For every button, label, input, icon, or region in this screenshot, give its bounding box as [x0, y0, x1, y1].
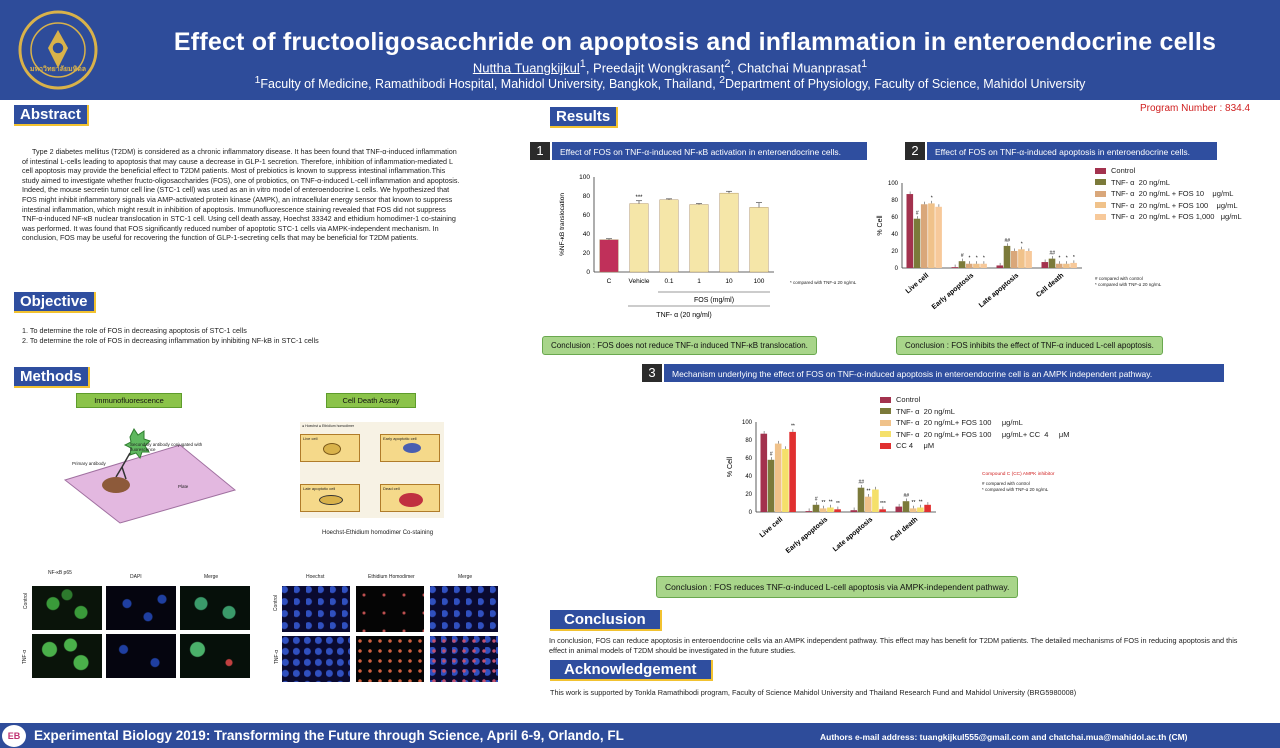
bar: [813, 505, 820, 512]
y-tick-label: 60: [582, 212, 590, 219]
micrograph: [32, 634, 102, 678]
significance-label: #: [960, 253, 964, 260]
bar: [952, 267, 959, 268]
micrograph: [32, 586, 102, 630]
bar: [820, 508, 827, 512]
bar: [775, 444, 782, 512]
legend-label: TNF- α 20 ng/mL + FOS 10 μg/mL: [1111, 189, 1234, 199]
significance-label: *: [982, 255, 985, 262]
legend-item: [1095, 177, 1275, 189]
y-tick-label: 40: [582, 231, 590, 238]
panel-1-number: 1: [530, 142, 550, 160]
aff-1-sup: 1: [254, 75, 261, 86]
significance-label: *: [1065, 255, 1068, 262]
bar: [896, 507, 903, 512]
significance-label: **: [911, 500, 916, 507]
legend-item: [880, 417, 1090, 429]
bar: [980, 264, 987, 268]
micro-row-label: TNF-α: [22, 649, 29, 665]
significance-label: ***: [879, 501, 886, 508]
micrograph: [430, 586, 498, 632]
bar: [834, 509, 841, 512]
conclusion-heading: Conclusion: [550, 610, 662, 631]
panel-1-note: * compared with TNF-α 20 ng/mL: [790, 280, 857, 285]
author-emails: Authors e-mail address: tuangkijkul555@gmail.com and chatchai.mua@mahidol.ac.th (CM): [820, 732, 1188, 742]
micro-col-label: Ethidium Homodimer: [368, 574, 415, 580]
significance-label: #: [814, 496, 818, 503]
objective-item: 2. To determine the role of FOS in decreasing inflammation by inhibiting NF-kB in STC-1 cells: [22, 335, 319, 345]
legend-swatch: [1095, 168, 1106, 174]
bar: [1011, 251, 1018, 268]
bar: [914, 219, 921, 268]
micrograph: [180, 634, 250, 678]
legend-label: TNF- α 20 ng/mL: [1111, 177, 1170, 187]
chart-nfkb-translocation: [552, 165, 792, 330]
cell-death-assay-label: Cell Death Assay: [326, 393, 416, 408]
bar: [630, 204, 649, 272]
author-3: , Chatchai Muanprasat: [730, 60, 862, 76]
bar: [1063, 264, 1070, 268]
bar: [997, 265, 1004, 268]
conclusion-text: In conclusion, FOS can reduce apoptosis in enteroendocrine cells via an AMPK independent pathway. This effect may has benefit for T2DM patients. The detailed mechanisms of FOS in reducing apoptosis and this effect in animal models of T2DM should be investigated in the future studies.: [549, 636, 1238, 655]
aff-2-sup: 2: [719, 75, 726, 86]
legend-item: [1095, 211, 1275, 223]
bar: [1056, 264, 1063, 268]
y-tick-label: 60: [745, 456, 752, 462]
x-tick-label: Vehicle: [628, 278, 650, 285]
legend-swatch: [1095, 214, 1106, 220]
x-tick-label: C: [606, 278, 612, 285]
panel-3-note-cc: Compound C (CC) AMPK inhibitor: [982, 472, 1055, 477]
micrograph: [106, 634, 176, 678]
micro-row-label: Control: [273, 594, 280, 612]
y-tick-label: 20: [891, 249, 898, 255]
y-tick-label: 100: [741, 420, 752, 426]
y-tick-label: 20: [745, 492, 752, 498]
legend-swatch: [880, 408, 891, 414]
author-1: Nuttha Tuangkijkul: [472, 60, 580, 76]
bar: [879, 509, 886, 512]
bar: [935, 207, 942, 268]
cda-hoechst-label: ● Hoechst ● Ethidium homodimer: [302, 424, 355, 428]
panel-2-title: Effect of FOS on TNF-α-induced apoptosis in enteroendocrine cells.: [927, 142, 1217, 160]
y-axis-label: % Cell: [877, 215, 884, 236]
bar: [827, 508, 834, 513]
panel-2-number: 2: [905, 142, 925, 160]
legend-item: [880, 406, 1090, 418]
author-2: , Preedajit Wongkrasant: [585, 60, 725, 76]
logo-text: มหาวิทยาลัยมหิดล: [29, 66, 87, 73]
bar: [660, 200, 679, 272]
immunofluorescence-diagram: [60, 415, 240, 525]
conference-text: Experimental Biology 2019: Transforming the Future through Science, April 6-9, Orlando, FL: [34, 728, 624, 743]
y-tick-label: 40: [891, 232, 898, 238]
bar: [690, 205, 709, 272]
significance-label: *: [1058, 255, 1061, 262]
legend-label: Control: [896, 395, 921, 405]
if-plate-label: Plate: [178, 484, 189, 489]
bar: [1025, 251, 1032, 268]
cda-diagram: [300, 422, 444, 518]
bar: [966, 264, 973, 268]
author-3-sup: 1: [861, 58, 868, 70]
legend-swatch: [1095, 191, 1106, 197]
y-axis-label: % Cell: [727, 456, 734, 478]
bar: [1042, 262, 1049, 268]
bar: [789, 432, 796, 512]
x-tick-label: Cell death: [889, 516, 920, 544]
micro-row-label: TNF-α: [274, 649, 281, 665]
significance-label: ##: [903, 493, 910, 499]
panel-1-title: Effect of FOS on TNF-α-induced NF-κB activation in enteroendocrine cells.: [552, 142, 867, 160]
bar: [851, 510, 858, 512]
y-axis-label: %NF-κB translocation: [559, 193, 566, 256]
micro-col-label: Hoechst: [306, 574, 325, 580]
bar: [1070, 263, 1077, 268]
author-line: [120, 58, 1220, 75]
x-tick-label: Early apoptosis: [784, 516, 830, 556]
immunofluorescence-label: Immunofluorescence: [76, 393, 182, 408]
y-tick-label: 80: [891, 198, 898, 204]
objective-heading: Objective: [14, 292, 96, 313]
chart-apoptosis-fos: [870, 165, 1100, 330]
x-tick-label: 1: [697, 278, 701, 285]
significance-label: ##: [1049, 250, 1056, 257]
legend-swatch: [1095, 179, 1106, 185]
bar: [1004, 246, 1011, 268]
nfkb-micrographs: [18, 568, 268, 680]
bar: [910, 508, 917, 512]
micrograph: [356, 586, 424, 632]
significance-label: *: [968, 255, 971, 262]
panel-2-notes: [1095, 276, 1161, 288]
x-tick-label: Cell death: [1035, 272, 1066, 300]
if-secondary-label: Secondary antibody conjugated with fluorescence: [130, 442, 203, 452]
x-tick-label: 0.1: [664, 278, 674, 285]
y-tick-label: 100: [579, 174, 590, 181]
legend-item: [1095, 165, 1275, 177]
significance-label: **: [821, 500, 826, 507]
note-tnf: * compared with TNF-α 20 ng/mL: [1095, 282, 1162, 287]
panel-3-conclusion: Conclusion : FOS reduces TNF-α-induced L-cell apoptosis via AMPK-independent pathway.: [656, 576, 1018, 598]
legend-item: [1095, 188, 1275, 200]
if-primary-label: Primary antibody: [72, 461, 106, 466]
y-tick-label: 100: [887, 181, 898, 187]
bar: [782, 449, 789, 512]
results-heading: Results: [550, 107, 618, 128]
micro-row-label: Control: [23, 592, 30, 610]
micrograph: [180, 586, 250, 630]
y-tick-label: 40: [745, 474, 752, 480]
y-tick-label: 0: [748, 510, 752, 516]
acknowledgement-text: This work is supported by Tonkla Ramathibodi program, Faculty of Science Mahidol University and Thailand Research Fund and Mahidol University (BRG5980008): [550, 688, 1077, 697]
abstract-heading: Abstract: [14, 105, 89, 126]
significance-label: #: [769, 451, 773, 458]
significance-label: ##: [1004, 237, 1011, 244]
bar: [600, 240, 619, 272]
bar: [750, 207, 769, 272]
bar: [928, 203, 935, 268]
micrograph: [356, 636, 424, 682]
legend-item: [880, 429, 1090, 441]
bar: [806, 511, 813, 512]
panel-3-number: 3: [642, 364, 662, 382]
legend-swatch: [1095, 202, 1106, 208]
note-control: # compared with control: [982, 481, 1030, 486]
abstract-text: Type 2 diabetes mellitus (T2DM) is considered as a chronic inflammatory disease. It has been found that TNF-α-induced inflammation of intestinal L-cells leading to apoptosis that may cause a decrease in GLP-1 secretion. Therefore, inhibition of inflammation-mediated L cell apoptosis may provide the beneficial effect to T2DM patients. Most of prebiotics is known to suppress intestinal inflammation.This study aimed to investigate whether fructo-oligosaccharides (FOS), one of probiotics, on TNF-α-induced L-cell inflammation and apoptosis. Indeed, the mouse secretin tumor cell line (STC-1 cell) was used as an in vitro model of enteroendocrine L cells. We hypothesized that FOS might inhibit inflammatory signals via AMP-activated protein kinase (AMPK), an intracellular energy sensor that known to suppress intestinal inflammation, which might result in inhibition of apoptosis. Immunofluorescence staining revealed that FOS did not suppress TNF-α-induced NF-κB nuclear translocation in STC-1 cell. Using cell death assay, Hoechst 33342 and ethidium homodimer-1 co-staining was performed. It was found that FOS significantly reduced number of apoptotic STC-1 cells via AMPK-independent mechanism. In conclusion, FOS may be useful for recovering the function of GLP-1-secreting cells that may be beneficial for T2DM patients.: [22, 147, 460, 243]
legend-item: [1095, 200, 1275, 212]
objective-item: 1. To determine the role of FOS in decreasing apoptosis of STC-1 cells: [22, 326, 247, 335]
cda-box: [300, 434, 360, 462]
bar: [924, 505, 931, 512]
significance-label: **: [828, 499, 833, 506]
cda-box-label: Dead cell: [383, 486, 400, 491]
significance-label: *: [975, 255, 978, 262]
significance-label: **: [790, 423, 795, 430]
y-tick-label: 20: [582, 250, 590, 257]
panel-2-conclusion: Conclusion : FOS inhibits the effect of TNF-α induced L-cell apoptosis.: [896, 336, 1163, 355]
significance-label: #: [915, 210, 919, 217]
chart3-legend: [880, 394, 1090, 452]
x-tick-label: Live cell: [758, 516, 785, 540]
legend-label: Control: [1111, 166, 1136, 176]
legend-label: CC 4 μM: [896, 441, 935, 451]
cda-box-label: Late apoptotic cell: [303, 486, 336, 491]
bar: [973, 264, 980, 268]
legend-swatch: [880, 397, 891, 403]
significance-label: *: [930, 195, 933, 202]
eb-logo: EB: [2, 725, 26, 747]
bar: [1018, 249, 1025, 268]
micro-col-label: Merge: [204, 574, 219, 580]
affiliation-2: Department of Physiology, Faculty of Science, Mahidol University: [725, 77, 1086, 92]
x-tick-label: Early apoptosis: [930, 272, 976, 312]
objective-list: [22, 326, 462, 345]
micro-col-label: Merge: [458, 574, 473, 580]
cda-box: [300, 484, 360, 512]
acknowledgement-heading: Acknowledgement: [550, 660, 713, 681]
methods-heading: Methods: [14, 367, 90, 388]
micrograph: [106, 586, 176, 630]
author-1-sup: 1: [579, 58, 586, 70]
bar: [865, 497, 872, 512]
panel-1-conclusion: Conclusion : FOS does not reduce TNF-α induced TNF-κB translocation.: [542, 336, 817, 355]
legend-label: TNF- α 20 ng/mL + FOS 1,000 μg/mL: [1111, 212, 1242, 222]
bar: [720, 193, 739, 272]
x-axis-label: FOS (mg/ml): [693, 297, 735, 304]
chart2-legend: [1095, 165, 1275, 223]
significance-label: ***: [635, 194, 643, 201]
panel-3-notes: [982, 481, 1048, 493]
cda-box-label: Early apoptotic cell: [383, 436, 417, 441]
bar: [917, 508, 924, 513]
legend-label: TNF- α 20 ng/mL: [896, 406, 955, 416]
x-tick-label: 10: [725, 278, 733, 285]
y-tick-label: 0: [894, 266, 898, 272]
significance-label: *: [1072, 254, 1075, 261]
cda-micrographs: [270, 570, 500, 682]
legend-item: [880, 440, 1090, 452]
bar: [1049, 259, 1056, 268]
micrograph: [282, 586, 350, 632]
legend-label: TNF- α 20 ng/mL+ FOS 100 μg/mL+ CC 4 μM: [896, 429, 1070, 439]
affiliation-1: Faculty of Medicine, Ramathibodi Hospital, Mahidol University, Bangkok, Thailand,: [260, 77, 720, 92]
micrograph: [430, 636, 498, 682]
legend-item: [880, 394, 1090, 406]
x-tick-label: Late apoptosis: [977, 272, 1021, 310]
y-tick-label: 60: [891, 215, 898, 221]
bar: [907, 194, 914, 268]
significance-label: ##: [858, 479, 865, 486]
bar: [959, 261, 966, 268]
legend-swatch: [880, 443, 891, 449]
affiliation-line: [120, 75, 1220, 91]
cda-box: [380, 484, 440, 512]
bar: [761, 434, 768, 512]
legend-swatch: [880, 431, 891, 437]
bar: [872, 490, 879, 513]
legend-swatch: [880, 420, 891, 426]
x-tick-label: 100: [753, 278, 765, 285]
note-control: # compared with control: [1095, 276, 1143, 281]
university-logo: [14, 8, 102, 92]
micro-col-label: DAPI: [130, 574, 142, 580]
legend-label: TNF- α 20 ng/mL + FOS 100 μg/mL: [1111, 200, 1238, 210]
panel-3-title: Mechanism underlying the effect of FOS on TNF-α-induced apoptosis in enteroendocrine cell is an AMPK independent pathway.: [664, 364, 1224, 382]
y-tick-label: 80: [745, 438, 752, 444]
y-tick-label: 0: [586, 269, 590, 276]
significance-label: **: [866, 488, 871, 495]
legend-label: TNF- α 20 ng/mL+ FOS 100 μg/mL: [896, 418, 1023, 428]
author-2-sup: 2: [724, 58, 731, 70]
cda-box: [380, 434, 440, 462]
cda-box-label: Live cell: [303, 436, 318, 441]
cda-caption: Hoechst-Ethidium homodimer Co-staining: [322, 530, 434, 536]
significance-label: *: [1020, 241, 1023, 248]
micrograph: [282, 636, 350, 682]
program-number: Program Number : 834.4: [1140, 103, 1251, 114]
significance-label: **: [835, 501, 840, 508]
bar: [768, 460, 775, 512]
x-tick-label: Live cell: [904, 272, 931, 296]
x-axis-label-2: TNF- α (20 ng/ml): [656, 312, 712, 319]
bar: [921, 204, 928, 268]
poster-title: Effect of fructooligosacchride on apoptosis and inflammation in enteroendocrine cells: [173, 28, 1217, 56]
note-tnf: * compared with TNF-α 20 ng/mL: [982, 487, 1049, 492]
micro-col-label: NF-κB p65: [48, 570, 72, 576]
bar: [858, 488, 865, 512]
significance-label: **: [918, 499, 923, 506]
bar: [903, 501, 910, 512]
x-tick-label: Late apoptosis: [831, 516, 875, 554]
y-tick-label: 80: [582, 193, 590, 200]
